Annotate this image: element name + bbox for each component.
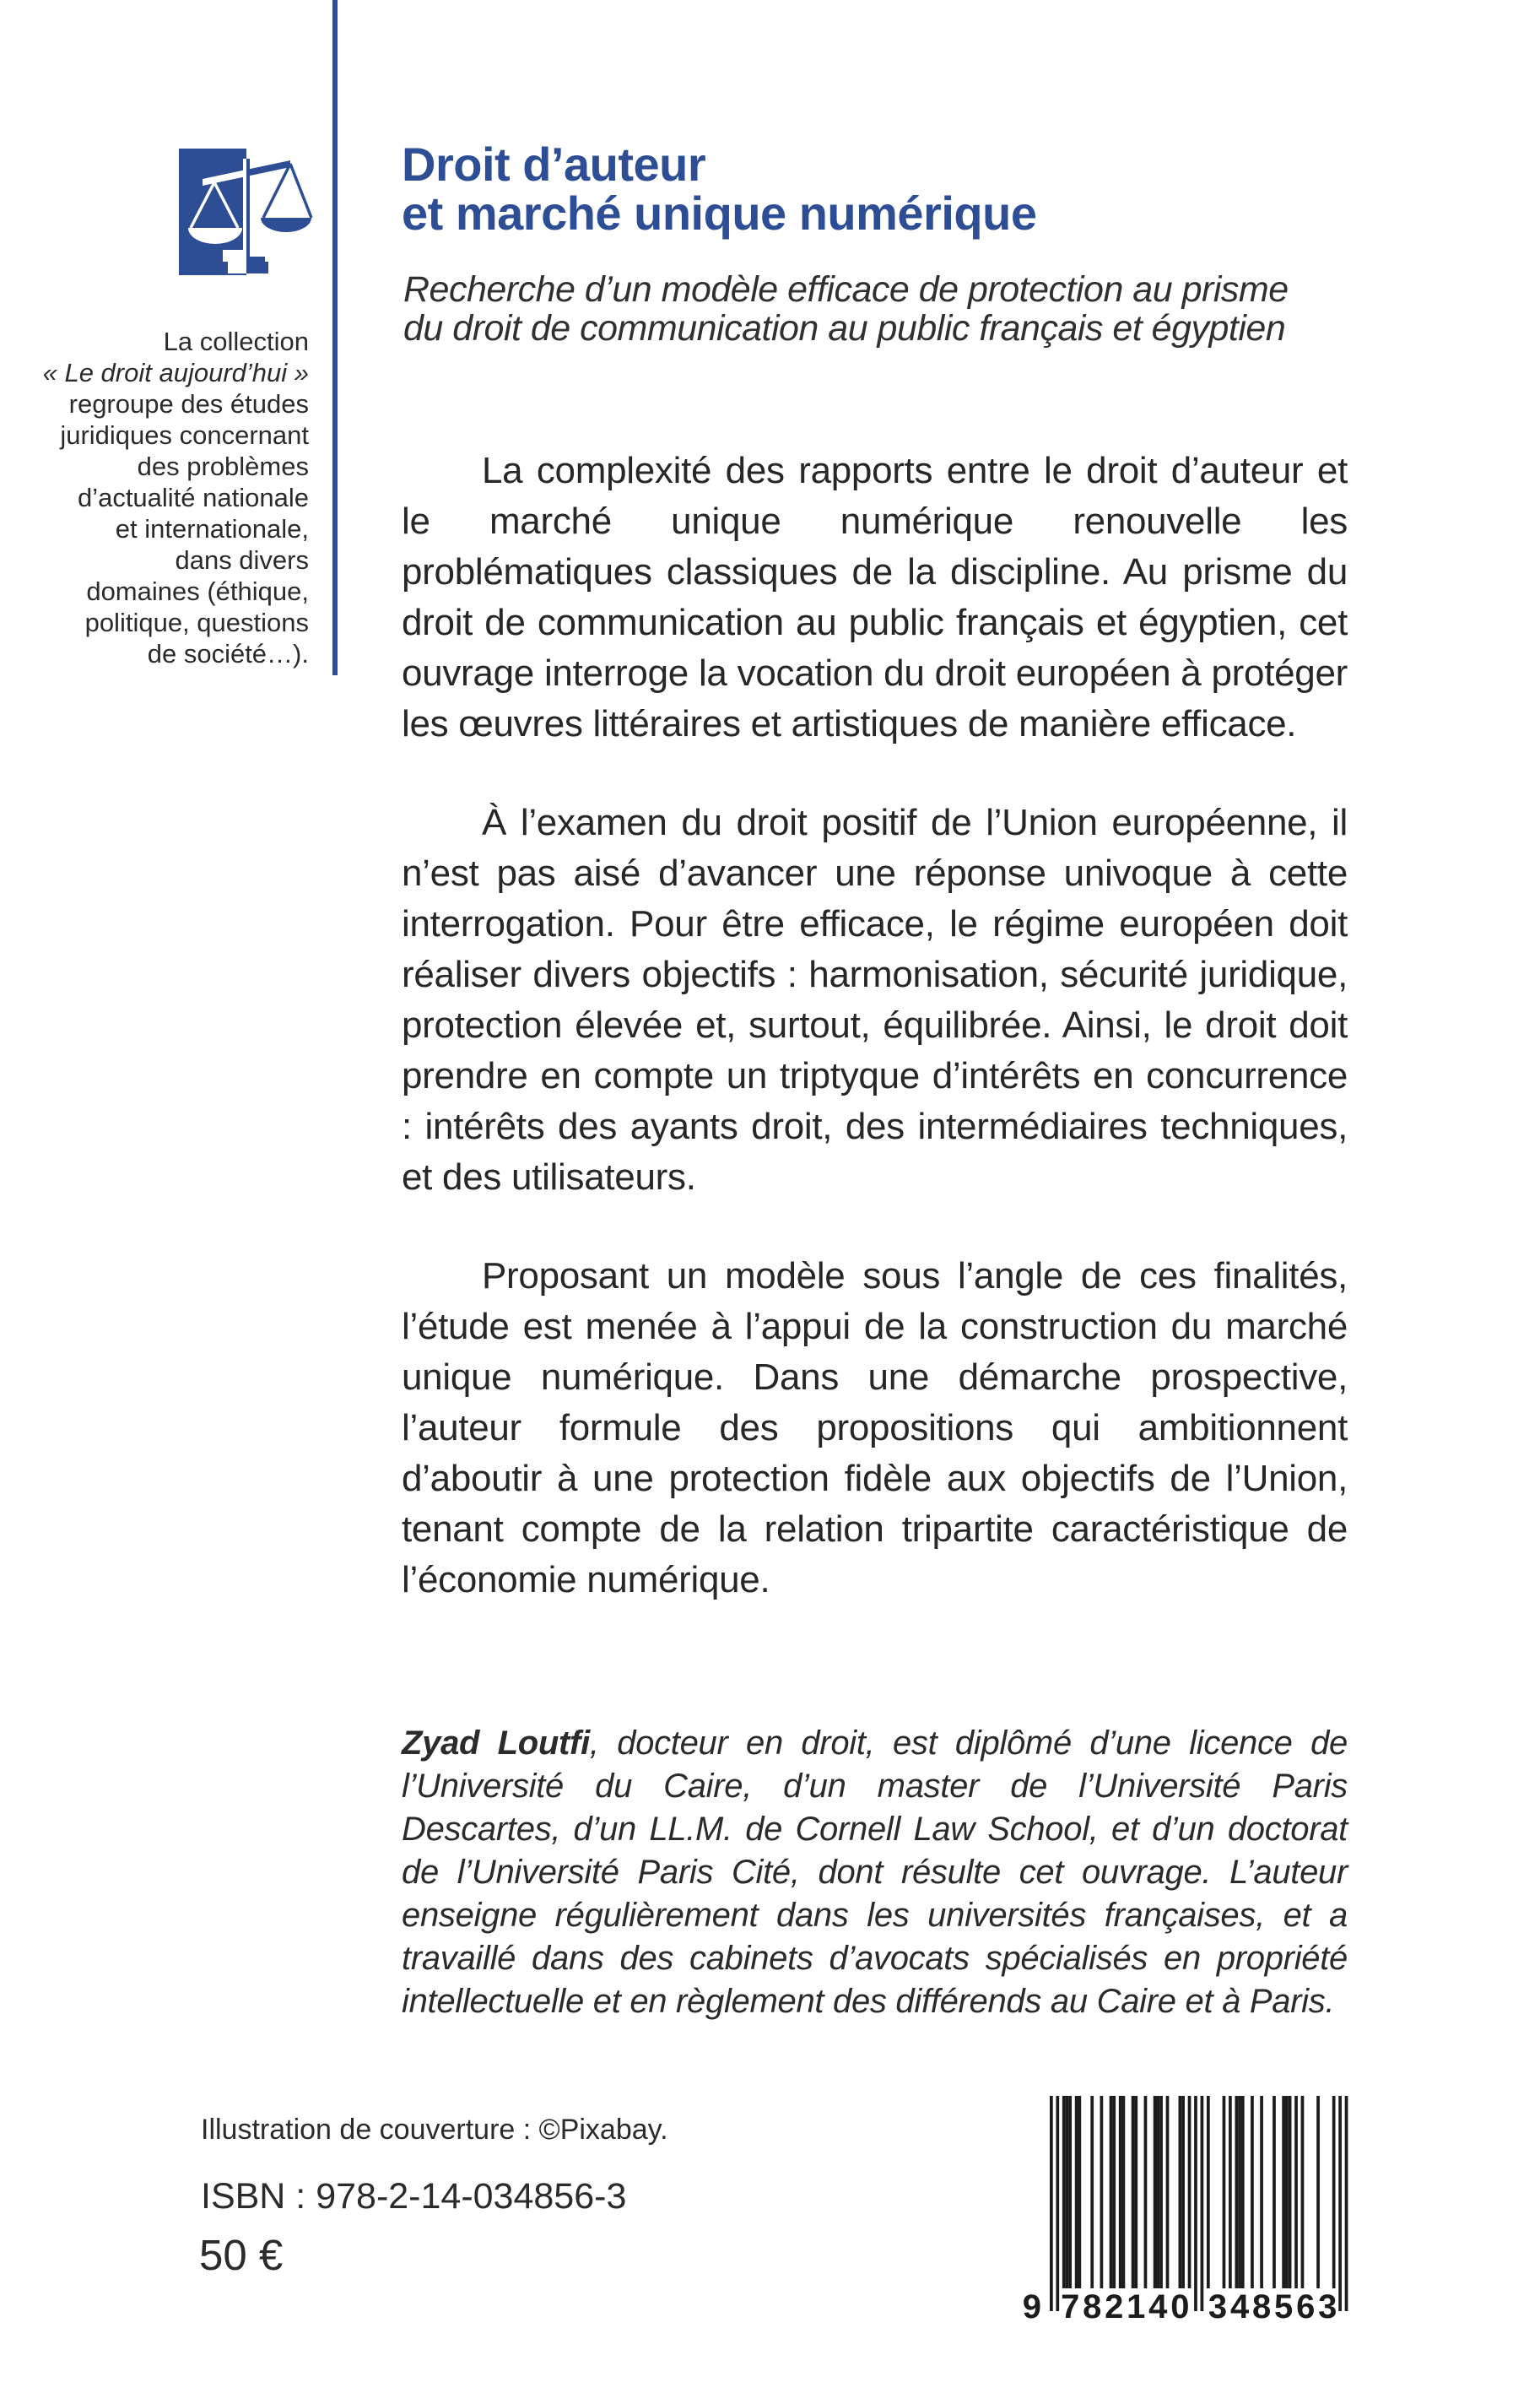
blurb-paragraph-1: La complexité des rapports entre le droit d’auteur et le marché unique numérique renouvelle les problématiques classiques de la discipline. Au prisme du droit de communication au public français et égyptien, cet ouvrage interroge la vocation du droit européen à protéger les œuvres littéraires et artistiques de manière efficace. [402, 450, 1348, 744]
collection-line: de société…). [147, 639, 309, 669]
svg-text:1: 1 [1127, 2288, 1146, 2325]
book-subtitle-line2: du droit de communication au public français et égyptien [403, 308, 1286, 349]
svg-text:0: 0 [1170, 2288, 1190, 2325]
svg-text:4: 4 [1148, 2288, 1168, 2325]
svg-text:9: 9 [1022, 2288, 1041, 2325]
svg-text:3: 3 [1318, 2288, 1337, 2325]
book-title-line2: et marché unique numérique [402, 187, 1037, 240]
scales-of-justice-icon [179, 142, 314, 281]
svg-text:2: 2 [1105, 2288, 1124, 2325]
collection-line: des problèmes [137, 452, 309, 481]
book-title [402, 140, 1037, 238]
collection-line: d’actualité nationale [77, 483, 309, 512]
collection-name: « Le droit aujourd’hui » [42, 358, 309, 387]
collection-description [17, 326, 309, 669]
collection-line: dans divers [175, 545, 309, 575]
collection-line: politique, questions [84, 608, 309, 637]
collection-line: juridiques concernant [60, 420, 309, 450]
author-bio-text: , docteur en droit, est diplômé d’une licence de l’Université du Caire, d’un master de l’Université Paris Descartes, d’un LL.M. de Cornell Law School, et d’un doctorat de l’Université Paris Cité, dont résulte cet ouvrage. L’auteur enseigne régulièrement dans les universités françaises, et a travaillé dans des cabinets d’avocats spécialisés en propriété intellectuelle et en règlement des différends au Caire et à Paris. [402, 1724, 1348, 2020]
book-subtitle [403, 270, 1289, 348]
author-bio [402, 1722, 1348, 2023]
cover-illustration-credit: Illustration de couverture : ©Pixabay. [201, 2114, 668, 2146]
collection-line: et internationale, [115, 514, 309, 544]
book-title-line1: Droit d’auteur [402, 138, 706, 191]
svg-text:3: 3 [1208, 2288, 1228, 2325]
author-name: Zyad Loutfi [402, 1724, 590, 1762]
blurb-paragraph-2: À l’examen du droit positif de l’Union européenne, il n’est pas aisé d’avancer une réponse univoque à cette interrogation. Pour être efficace, le régime européen doit réaliser divers objectifs : harmonisation, sécurité juridique, protection élevée et, surtout, équilibrée. Ainsi, le droit doit prendre en compte un triptyque d’intérêts en concurrence : intérêts des ayants droit, des intermédiaires techniques, et des utilisateurs. [402, 802, 1348, 1198]
svg-text:8: 8 [1083, 2288, 1102, 2325]
svg-text:8: 8 [1251, 2288, 1272, 2325]
svg-text:4: 4 [1229, 2288, 1250, 2325]
price: 50 € [199, 2231, 284, 2279]
book-subtitle-line1: Recherche d’un modèle efficace de protection au prisme [403, 269, 1289, 310]
collection-line: regroupe des études [68, 389, 309, 419]
svg-text:7: 7 [1061, 2288, 1080, 2325]
svg-text:6: 6 [1296, 2288, 1316, 2325]
back-cover-blurb [402, 446, 1348, 1654]
blurb-paragraph-3: Proposant un modèle sous l’angle de ces finalités, l’étude est menée à l’appui de la construction du marché unique numérique. Dans une démarche prospective, l’auteur formule des propositions qui ambitionnent d’aboutir à une protection fidèle aux objectifs de l’Union, tenant compte de la relation tripartite caractéristique de l’économie numérique. [402, 1255, 1348, 1600]
ean13-barcode [1013, 2092, 1350, 2325]
collection-line: domaines (éthique, [86, 577, 309, 606]
vertical-divider [332, 0, 338, 675]
isbn-number: ISBN : 978-2-14-034856-3 [201, 2176, 627, 2217]
collection-line: La collection [163, 327, 309, 356]
svg-text:5: 5 [1273, 2288, 1294, 2325]
